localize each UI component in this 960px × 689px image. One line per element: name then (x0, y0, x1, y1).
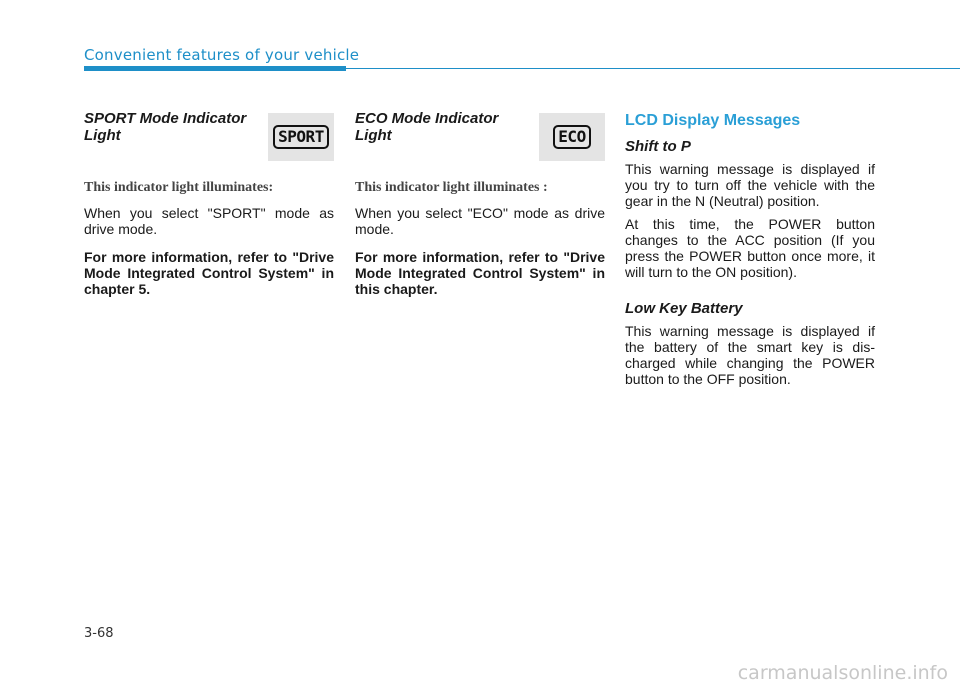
eco-note: For more information, refer to "Drive Mode Integrated Control System" in this chapter. (355, 249, 605, 297)
sport-illuminates-heading: This indicator light illuminates: (84, 180, 274, 195)
eco-badge: ECO (553, 125, 590, 149)
low-key-battery-heading: Low Key Battery (625, 300, 743, 317)
lcd-column (625, 110, 875, 394)
sport-indicator-title: SPORT Mode Indicator Light (84, 110, 247, 144)
eco-illuminates-heading: This indicator light illuminates : (355, 180, 548, 195)
page-number: 3-68 (84, 626, 114, 641)
watermark: carmanualsonline.info (737, 662, 948, 684)
header-rule (346, 68, 960, 69)
sport-badge: SPORT (273, 125, 329, 149)
shift-to-p-heading: Shift to P (625, 138, 691, 155)
low-key-battery-para: This warning message is displayed if the battery of the smart key is dis-charged while changing the POWER button to the OFF position. (625, 323, 875, 387)
sport-column (84, 110, 334, 309)
eco-body: When you select "ECO" mode as drive mode. (355, 205, 605, 237)
lcd-messages-heading: LCD Display Messages (625, 112, 801, 129)
sport-note: For more information, refer to "Drive Mode Integrated Control System" in chapter 5. (84, 249, 334, 297)
eco-column (355, 110, 605, 309)
header-accent-bar (84, 66, 346, 71)
shift-to-p-para2: At this time, the POWER button changes to the ACC position (If you press the POWER button once more, it will turn to the ON position). (625, 216, 875, 280)
eco-indicator-title: ECO Mode Indicator Light (355, 110, 499, 144)
sport-indicator-icon (268, 113, 334, 161)
shift-to-p-para1: This warning message is displayed if you try to turn off the vehicle with the gear in the N (Neutral) position. (625, 161, 875, 209)
sport-body: When you select "SPORT" mode as drive mode. (84, 205, 334, 237)
section-title: Convenient features of your vehicle (84, 46, 360, 64)
eco-indicator-icon (539, 113, 605, 161)
